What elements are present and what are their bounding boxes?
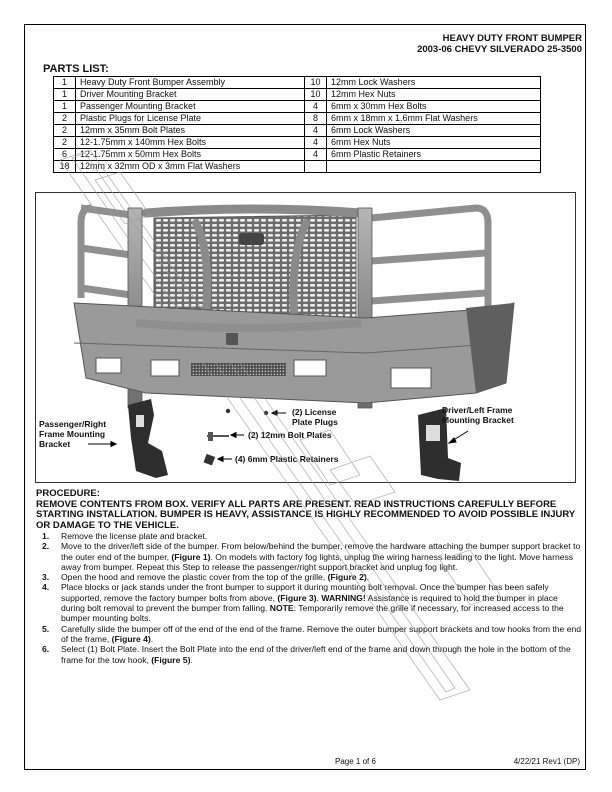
part-quantity: 1 xyxy=(54,101,76,113)
revision-date: 4/22/21 Rev1 (DP) xyxy=(513,757,580,766)
procedure-steps xyxy=(36,531,584,665)
step-6 xyxy=(42,644,584,665)
note-label: NOTE xyxy=(269,603,294,614)
part-description: 12-1.75mm x 140mm Hex Bolts xyxy=(76,137,305,149)
lower-mesh xyxy=(191,363,286,376)
figure-reference: (Figure 2) xyxy=(327,572,367,583)
part-quantity: 18 xyxy=(54,161,76,173)
label-line: Driver/Left Frame xyxy=(442,405,513,415)
figure-reference: (Figure 4) xyxy=(111,633,151,644)
step-text: . xyxy=(366,572,370,583)
figure-reference: (Figure 1) xyxy=(171,551,211,562)
parts-row xyxy=(54,125,541,137)
part-description: 6mm x 30mm Hex Bolts xyxy=(327,101,541,113)
step-4 xyxy=(42,582,584,623)
part-description: 6mm x 18mm x 1.6mm Flat Washers xyxy=(327,113,541,125)
passenger-bracket-label xyxy=(39,419,106,449)
part-description: 12-1.75mm x 50mm Hex Bolts xyxy=(76,149,305,161)
step-text: Remove the license plate and bracket. xyxy=(61,531,208,541)
parts-row xyxy=(54,77,541,89)
part-quantity: 1 xyxy=(54,89,76,101)
label-line: Frame Mounting xyxy=(39,429,106,439)
step-text: . xyxy=(316,592,322,603)
part-description: 12mm x 35mm Bolt Plates xyxy=(76,125,305,137)
part-description xyxy=(327,161,541,173)
step-1 xyxy=(42,531,584,541)
parts-row xyxy=(54,137,541,149)
step-number: 6. xyxy=(42,644,50,655)
step-3 xyxy=(42,572,584,582)
title-line-1: HEAVY DUTY FRONT BUMPER xyxy=(442,33,582,44)
step-5 xyxy=(42,624,584,645)
document-title xyxy=(417,33,582,55)
step-number: 4. xyxy=(42,582,50,593)
part-quantity: 6 xyxy=(54,149,76,161)
label-line: Plate Plugs xyxy=(292,417,338,427)
parts-row xyxy=(54,101,541,113)
bumper-figure xyxy=(35,192,576,483)
label-line: Passenger/Right xyxy=(39,419,107,429)
part-quantity: 4 xyxy=(305,101,327,113)
step-number: 1. xyxy=(42,531,50,541)
part-quantity: 10 xyxy=(305,77,327,89)
step-text: . xyxy=(190,654,193,665)
part-quantity: 10 xyxy=(305,89,327,101)
warning-label: WARNING! xyxy=(321,592,366,603)
plastic-retainer-part xyxy=(204,454,216,466)
parts-list-heading: PARTS LIST: xyxy=(43,63,109,75)
parts-row xyxy=(54,161,541,173)
note-text: : Temporarily remove the grille if necessary, for increased access to the bumper mounting bolts. xyxy=(61,603,564,624)
procedure-section xyxy=(36,489,584,665)
step-text: Open the hood and remove the plastic cover from the top of the grille, xyxy=(61,572,328,583)
label-line: Mounting Bracket xyxy=(442,415,514,425)
step-number: 2. xyxy=(42,541,50,552)
part-quantity: 2 xyxy=(54,113,76,125)
license-plug-part xyxy=(264,411,268,415)
parts-row xyxy=(54,149,541,161)
license-plugs-label xyxy=(292,407,338,427)
part-description: 6mm Plastic Retainers xyxy=(327,149,541,161)
part-quantity: 2 xyxy=(54,137,76,149)
part-quantity: 4 xyxy=(305,137,327,149)
part-description: 12mm Hex Nuts xyxy=(327,89,541,101)
driver-bracket-label xyxy=(442,405,514,425)
step-text: . xyxy=(150,633,154,644)
figure-reference: (Figure 3) xyxy=(277,592,317,603)
part-description: Driver Mounting Bracket xyxy=(76,89,305,101)
part-quantity: 8 xyxy=(305,113,327,125)
license-plug-part xyxy=(226,409,230,413)
part-quantity: 2 xyxy=(54,125,76,137)
part-description: 12mm Lock Washers xyxy=(327,77,541,89)
label-line: (2) License xyxy=(292,407,337,417)
part-description: Plastic Plugs for License Plate xyxy=(76,113,305,125)
parts-list-table xyxy=(53,76,541,173)
title-line-2: 2003-06 CHEVY SILVERADO 25-3500 xyxy=(417,44,582,55)
part-quantity: 4 xyxy=(305,149,327,161)
parts-row xyxy=(54,89,541,101)
step-2 xyxy=(42,541,584,572)
step-text: Move to the driver/left side of the bumper. From below/behind the bumper, remove the hardware attaching the bumper support bracket to the outer end of the bumper, xyxy=(61,541,581,562)
warning-text: Assistance is required to hold the bumper in place during bolt removal to prevent the bumper from falling. xyxy=(61,592,558,614)
part-description: Heavy Duty Front Bumper Assembly xyxy=(76,77,305,89)
step-text: . On models with factory fog lights, unplug the wiring harness leading to the light. Move harness away from bumper. Repeat this Step to release the passenger/right support bracket and unplug fog light. xyxy=(61,551,574,572)
part-description: 6mm Hex Nuts xyxy=(327,137,541,149)
part-quantity: 1 xyxy=(54,77,76,89)
step-text: Carefully slide the bumper off of the end of the end of the frame. Remove the outer bumper support brackets and tow hooks from the end of the frame, xyxy=(61,623,582,644)
step-text: Place blocks or jack stands under the front bumper to support it during mounting bolt removal. Once the bumper has been safely supported, remove the factory bumper bolts from above, xyxy=(61,582,549,603)
bumper-body xyxy=(74,303,514,403)
figure-reference: (Figure 5) xyxy=(151,654,191,665)
label-line: Bracket xyxy=(39,439,71,449)
step-number: 3. xyxy=(42,572,50,583)
step-number: 5. xyxy=(42,623,50,634)
part-description: Passenger Mounting Bracket xyxy=(76,101,305,113)
passenger-bracket-part xyxy=(128,399,168,478)
parts-row xyxy=(54,113,541,125)
page-number: Page 1 of 6 xyxy=(335,757,376,766)
part-description: 12mm x 32mm OD x 3mm Flat Washers xyxy=(76,161,305,173)
step-text: Select (1) Bolt Plate. Insert the Bolt Plate into the end of the driver/left end of the frame and down through the hole in the bottom of the frame for the tow hook, xyxy=(61,644,571,665)
bolt-plate-part xyxy=(207,432,229,441)
part-quantity: 4 xyxy=(305,125,327,137)
procedure-warning: REMOVE CONTENTS FROM BOX. VERIFY ALL PARTS ARE PRESENT. READ INSTRUCTIONS CAREFULLY BEFORE STARTING INSTALLATION. BUMPER IS HEAVY, ASSISTANCE IS HIGHLY RECOMMENDED TO AVOID POSSIBLE INJURY OR DAMAGE TO THE VEHICLE. xyxy=(36,498,576,531)
part-description: 6mm Lock Washers xyxy=(327,125,541,137)
retainers-label: (4) 6mm Plastic Retainers xyxy=(235,454,339,464)
grille-mesh xyxy=(154,215,356,318)
part-quantity xyxy=(305,161,327,173)
procedure-heading: PROCEDURE: xyxy=(36,488,100,499)
bolt-plates-label: (2) 12mm Bolt Plates xyxy=(248,430,332,440)
